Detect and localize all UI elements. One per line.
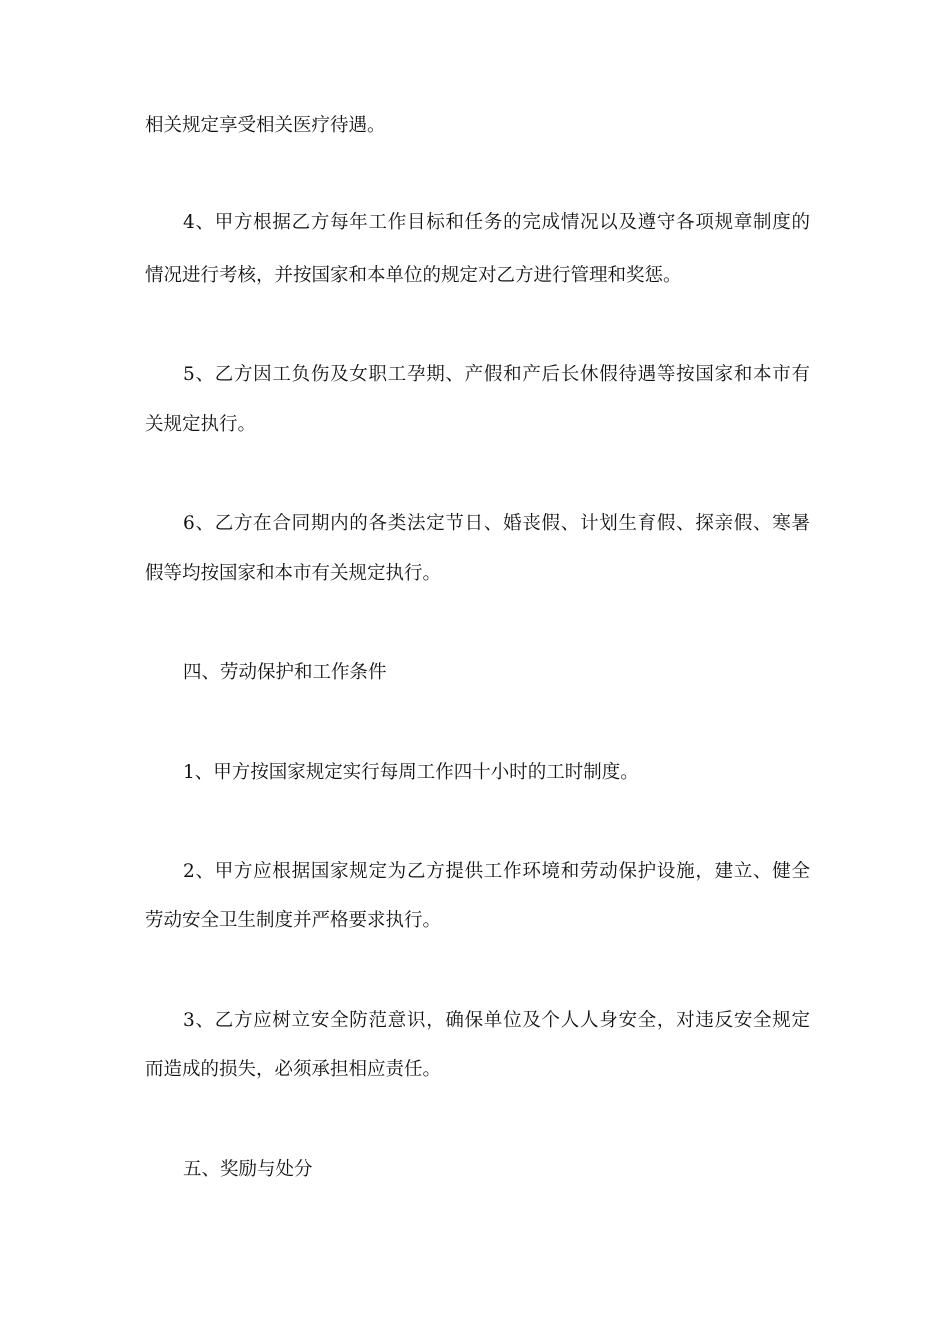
text-line-8: 1、甲方按国家规定实行每周工作四十小时的工时制度。 bbox=[183, 762, 639, 783]
text-line-0: 相关规定享受相关医疗待遇。 bbox=[145, 115, 386, 136]
section-heading-4: 四、劳动保护和工作条件 bbox=[183, 662, 387, 683]
text-line-5: 6、乙方在合同期内的各类法定节日、婚丧假、计划生育假、探亲假、寒暑 bbox=[183, 513, 810, 534]
text-line-12: 而造成的损失，必须承担相应责任。 bbox=[145, 1059, 442, 1080]
text-line-9: 2、甲方应根据国家规定为乙方提供工作环境和劳动保护设施，建立、健全 bbox=[183, 861, 810, 882]
text-line-4: 关规定执行。 bbox=[145, 414, 257, 435]
text-line-6: 假等均按国家和本市有关规定执行。 bbox=[145, 563, 442, 584]
text-line-1: 4、甲方根据乙方每年工作目标和任务的完成情况以及遵守各项规章制度的 bbox=[183, 212, 810, 233]
text-line-3: 5、乙方因工负伤及女职工孕期、产假和产后长休假待遇等按国家和本市有 bbox=[183, 364, 810, 385]
text-line-11: 3、乙方应树立安全防范意识，确保单位及个人人身安全，对违反安全规定 bbox=[183, 1010, 810, 1031]
section-heading-5: 五、奖励与处分 bbox=[183, 1159, 313, 1180]
text-line-10: 劳动安全卫生制度并严格要求执行。 bbox=[145, 910, 442, 931]
text-line-2: 情况进行考核，并按国家和本单位的规定对乙方进行管理和奖惩。 bbox=[145, 265, 682, 286]
